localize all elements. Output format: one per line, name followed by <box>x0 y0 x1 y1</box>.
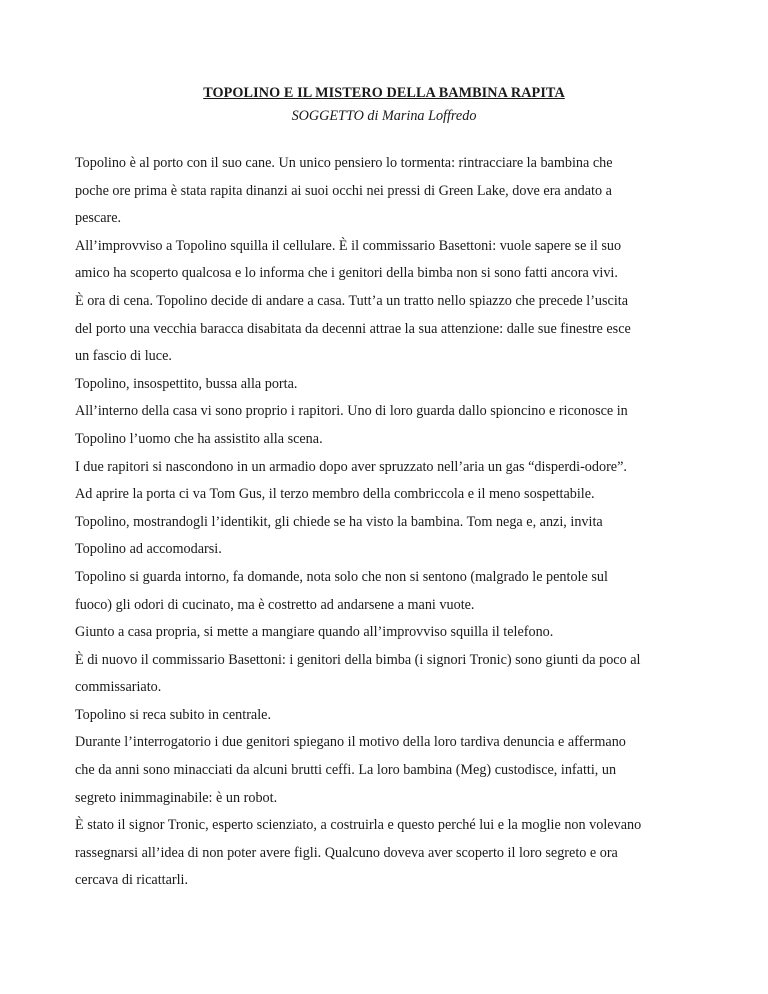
text-line: Topolino è al porto con il suo cane. Un unico pensiero lo tormenta: rintracciare la bambina che <box>75 155 613 171</box>
text-line: Topolino, mostrandogli l’identikit, gli chiede se ha visto la bambina. Tom nega e, anzi, invita <box>75 513 603 530</box>
text-line: rassegnarsi all’idea di non poter avere figli. Qualcuno doveva aver scoperto il loro segreto e ora <box>75 844 618 861</box>
text-line: È ora di cena. Topolino decide di andare a casa. Tutt’a un tratto nello spiazzo che precede l’uscita <box>75 292 629 309</box>
text-line: All’interno della casa vi sono proprio i rapitori. Uno di loro guarda dallo spioncino e riconosce in <box>75 403 628 420</box>
text-line: Ad aprire la porta ci va Tom Gus, il terzo membro della combriccola e il meno sospettabile. <box>75 486 595 503</box>
text-line: Topolino si guarda intorno, fa domande, nota solo che non si sentono (malgrado le pentole sul <box>75 568 608 585</box>
text-line: Durante l’interrogatorio i due genitori spiegano il motivo della loro tardiva denuncia e affermano <box>75 734 626 751</box>
text-line: All’improvviso a Topolino squilla il cellulare. È il commissario Basettoni: vuole sapere se il suo <box>75 237 622 254</box>
text-line: che da anni sono minacciati da alcuni brutti ceffi. La loro bambina (Meg) custodisce, infatti, un <box>75 762 617 779</box>
text-line: I due rapitori si nascondono in un armadio dopo aver spruzzato nell’aria un gas “disperdi-odore”. <box>75 458 627 475</box>
text-line: Topolino, insospettito, bussa alla porta. <box>75 375 298 392</box>
document-title: TOPOLINO E IL MISTERO DELLA BAMBINA RAPITA <box>203 85 565 101</box>
text-line: pescare. <box>75 210 122 227</box>
text-line: del porto una vecchia baracca disabitata da decenni attrae la sua attenzione: dalle sue finestre esce <box>75 320 631 337</box>
text-line: Topolino si reca subito in centrale. <box>75 706 271 723</box>
text-line: Topolino l’uomo che ha assistito alla scena. <box>75 430 323 447</box>
document-body <box>75 150 700 895</box>
document-subtitle: SOGGETTO di Marina Loffredo <box>291 108 477 124</box>
text-line: segreto inimmaginabile: è un robot. <box>75 789 278 806</box>
text-line: cercava di ricattarli. <box>75 872 189 889</box>
text-line: È di nuovo il commissario Basettoni: i genitori della bimba (i signori Tronic) sono giunti da poco al <box>75 651 641 668</box>
text-line: commissariato. <box>75 679 162 696</box>
text-line: amico ha scoperto qualcosa e lo informa che i genitori della bimba non si sono fatti ancora vivi. <box>75 265 618 282</box>
text-line: un fascio di luce. <box>75 348 172 365</box>
text-line: Giunto a casa propria, si mette a mangiare quando all’improvviso squilla il telefono. <box>75 624 554 641</box>
text-line: poche ore prima è stata rapita dinanzi ai suoi occhi nei pressi di Green Lake, dove era andato a <box>75 182 612 199</box>
text-line: fuoco) gli odori di cucinato, ma è costretto ad andarsene a mani vuote. <box>75 596 475 613</box>
text-line: È stato il signor Tronic, esperto scienziato, a costruirla e questo perché lui e la moglie non volevano <box>75 817 642 834</box>
text-line: Topolino ad accomodarsi. <box>75 541 222 558</box>
